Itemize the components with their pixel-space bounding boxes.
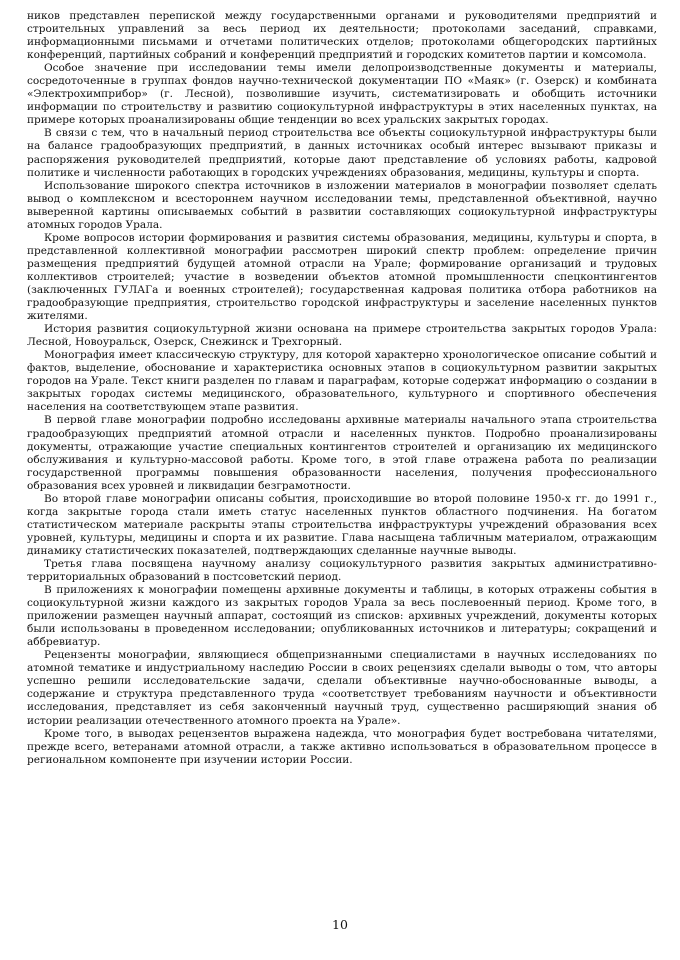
body-text: [27, 10, 657, 767]
paragraph: Использование широкого спектра источников в изложении материалов в монографии позволяет сделать вывод о комплексном и всестороннем научном исследовании темы, представленной объективной, научно выверенной картины описываемых событий в развитии составляющих социокультурной инфраструктуры атомных городов Урала.: [27, 179, 657, 231]
paragraph: В связи с тем, что в начальный период строительства все объекты социокультурной инфраструктуры были на балансе градообразующих предприятий, в данных источниках особый интерес вызывают приказы и распоряжения руководителей предприятий, которые дают представление об условиях работы, кадровой политике и численности работающих в городских учреждениях образования, медицины, культуры и спорта.: [27, 127, 657, 179]
paragraph: В первой главе монографии подробно исследованы архивные материалы начального этапа строительства градообразующих предприятий атомной отрасли и населенных пунктов. Подробно проанализированы документы, отражающие участие специальных контингентов строителей и организацию их медицинского обслуживания и культурно-массовой работы. Кроме того, в этой главе отражена работа по реализации государственной программы повышения образованности населения, получения профессионального образования всех уровней и ликвидации безграмотности.: [27, 414, 657, 492]
paragraph: Третья глава посвящена научному анализу социокультурного развития закрытых административно-территориальных образований в постсоветский период.: [27, 557, 657, 584]
paragraph: Монография имеет классическую структуру, для которой характерно хронологическое описание событий и фактов, выделение, обоснование и характеристика основных этапов в социокультурном развитии закрытых городов на Урале. Текст книги разделен по главам и параграфам, которые содержат информацию о создании в закрытых городах системы медицинского, образовательного, культурного и спортивного обеспечения населения на соответствующем этапе развития.: [27, 349, 657, 414]
paragraph: ников представлен перепиской между государственными органами и руководителями предприятий и строительных управлений за весь период их деятельности; протоколами заседаний, справками, информационными письмами и отчетами политических отделов; протоколами общегородских партийных конференций, партийных собраний и конференций предприятий и городских комитетов партии и комсомола.: [27, 10, 657, 62]
page-number: 10: [332, 917, 348, 932]
paragraph: Особое значение при исследовании темы имели делопроизводственные документы и материалы, сосредоточенные в группах фондов научно-технической документации ПО «Маяк» (г. Озерск) и комбината «Электрохимприбор» (г. Лесной), позволившие изучить, систематизировать и обобщить источники информации по строительству и развитию социокультурной инфраструктуры в этих населенных пунктах, на примере которых проанализированы общие тенденции во всех уральских закрытых городах.: [27, 62, 657, 127]
paragraph: Во второй главе монографии описаны события, происходившие во второй половине 1950-х гг. до 1991 г., когда закрытые города стали иметь статус населенных пунктов областного подчинения. На богатом статистическом материале раскрыты этапы строительства инфраструктуры учреждений образования всех уровней, культуры, медицины и спорта и их развитие. Глава насыщена табличным материалом, отражающим динамику статистических показателей, подтверждающих сделанные научные выводы.: [27, 492, 657, 557]
paragraph: Рецензенты монографии, являющиеся общепризнанными специалистами в научных исследованиях по атомной тематике и индустриальному наследию России в своих рецензиях сделали выводы о том, что авторы успешно решили исследовательские задачи, сделали объективные научно-обоснованные выводы, а содержание и структура представленного труда «соответствует требованиям научности и объективности исследования, представляет из себя законченный научный труд, существенно расширяющий знания об истории реализации отечественного атомного проекта на Урале».: [27, 649, 657, 727]
paragraph: Кроме вопросов истории формирования и развития системы образования, медицины, культуры и спорта, в представленной коллективной монографии рассмотрен широкий спектр проблем: определение причин размещения предприятий будущей атомной отрасли на Урале; формирование организаций и трудовых коллективов строителей; участие в возведении объектов атомной промышленности спецконтингентов (заключенных ГУЛАГа и военных строителей); государственная кадровая политика отбора работников на градообразующие предприятия, строительство городской инфраструктуры и заселение населенных пунктов жителями.: [27, 231, 657, 323]
paragraph: История развития социокультурной жизни основана на примере строительства закрытых городов Урала: Лесной, Новоуральск, Озерск, Снежинск и Трехгорный.: [27, 323, 657, 349]
paragraph: В приложениях к монографии помещены архивные документы и таблицы, в которых отражены события в социокультурной жизни каждого из закрытых городов Урала за весь послевоенный период. Кроме того, в приложении размещен научный аппарат, состоящий из списков: архивных учреждений, документы которых были использованы в проведенном исследовании; опубликованных источников и литературы; сокращений и аббревиатур.: [27, 584, 657, 649]
paragraph: Кроме того, в выводах рецензентов выражена надежда, что монография будет востребована читателями, прежде всего, ветеранами атомной отрасли, а также активно использоваться в образовательном процессе в региональном компоненте при изучении истории России.: [27, 727, 657, 766]
